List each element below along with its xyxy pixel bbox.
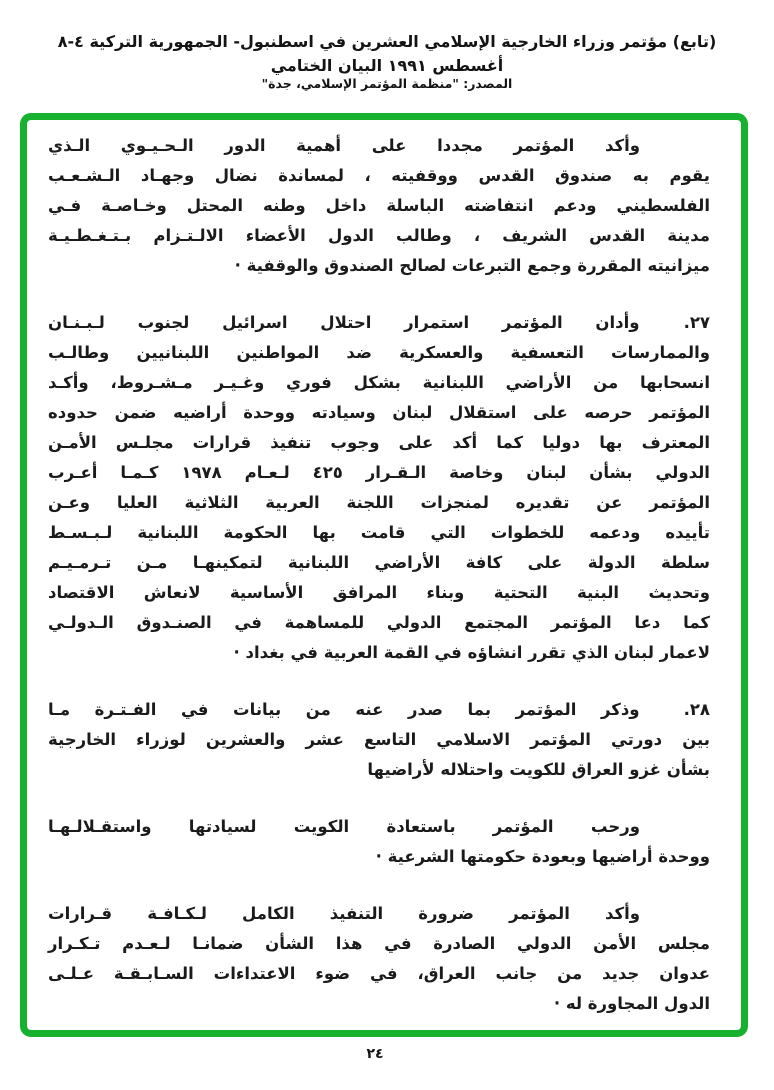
text-line: ورحب المؤتمر باستعادة الكويت لسيادتها واستقـلالـهـا (48, 817, 640, 836)
text-line: مجلس الأمن الدولي الصادرة في هذا الشأن ضمانـا لـعـدم تـكـرار (48, 934, 710, 953)
paragraph-number: ٢٨. (683, 700, 710, 719)
paragraph (48, 695, 710, 785)
paragraph-number: ٢٧. (683, 313, 710, 332)
text-line: ٢٨.وذكر المؤتمر بما صدر عنه من بيانات في الفـتـرة مـا (48, 700, 710, 719)
text-line: لاعمار لبنان الذي تقرر انشاؤه في القمة العربية في بغداد · (233, 643, 710, 662)
text-line: تأييده ودعمه للخطوات التي قامت بها الحكومة اللبنانية لـبـسـط (48, 523, 710, 542)
text-line: المعترف بها دوليا كما أكد على وجوب تنفيذ قرارات مجلـس الأمـن (48, 433, 710, 452)
paragraph (48, 308, 710, 668)
page-header: (تابع) مؤتمر وزراء الخارجية الإسلامي العشرين في اسطنبول- الجمهورية التركية ٤-٨ أغسطس ١٩٩١ البيان الختامي (57, 32, 717, 75)
text-line: بين دورتي المؤتمر الاسلامي التاسع عشر والعشرين لوزراء الخارجية (48, 730, 710, 749)
page-number: ٢٤ (366, 1046, 384, 1062)
text-line: بشأن غزو العراق للكويت واحتلاله لأراضيها (367, 760, 710, 779)
paragraph (48, 899, 710, 1019)
text-line: والممارسات التعسفية والعسكرية ضد المواطنين اللبنانيين وطالـب (48, 343, 710, 362)
text-line: الفلسطيني ودعم انتفاضته الباسلة داخل وطنه المحتل وخـاصـة فـي (48, 196, 710, 215)
text-line: يقوم به صندوق القدس ووقفيته ، لمساندة نضال وجهـاد الـشـعـب (48, 166, 710, 185)
text-line: وأكد المؤتمر ضرورة التنفيذ الكامل لـكـافـة قـرارات (48, 904, 640, 923)
text-line: ميزانيته المقررة وجمع التبرعات لصالح الصندوق والوقفية · (234, 256, 710, 275)
source-line: المصدر: "منظمة المؤتمر الإسلامي، جدة" (261, 76, 513, 91)
text-line: الدول المجاورة له · (553, 994, 710, 1013)
text-line: المؤتمر حرصه على استقلال لبنان وسيادته ووحدة أراضيه ضمن حدوده (48, 403, 710, 422)
text-line: وأكد المؤتمر مجددا على أهمية الدور الـحـيـوي الـذي (48, 136, 640, 155)
text-line: كما دعا المؤتمر المجتمع الدولي للمساهمة في الصنـدوق الـدولـي (48, 613, 710, 632)
text-line: المؤتمر عن تقديره لمنجزات اللجنة العربية الثلاثية العليا وعـن (48, 493, 710, 512)
text-line: سلطة الدولة على كافة الأراضي اللبنانية لتمكينهـا مـن تـرمـيـم (48, 553, 710, 572)
text-line: ٢٧.وأدان المؤتمر استمرار احتلال اسرائيل لجنوب لـبـنـان (48, 313, 710, 332)
text-line: الدولي بشأن لبنان وخاصة الـقـرار ٤٢٥ لـعـام ١٩٧٨ كـمـا أعـرب (48, 463, 710, 482)
text-line: انسحابها من الأراضي اللبنانية بشكل فوري وغـيـر مـشـروط، وأكـد (48, 373, 710, 392)
text-line: وتحديث البنية التحتية وبناء المرافق الأساسية لانعاش الاقتصاد (48, 583, 710, 602)
text-line: مدينة القدس الشريف ، وطالب الدول الأعضاء الالـتـزام بـتـغـطـيـة (48, 226, 710, 245)
text-line: ووحدة أراضيها وبعودة حكومتها الشرعية · (375, 847, 710, 866)
paragraph (48, 812, 710, 872)
paragraph (48, 131, 710, 281)
text-line: عدوان جديد من جانب العراق، في ضوء الاعتداءات السـابـقـة عـلـى (48, 964, 710, 983)
text-body (48, 131, 710, 1019)
